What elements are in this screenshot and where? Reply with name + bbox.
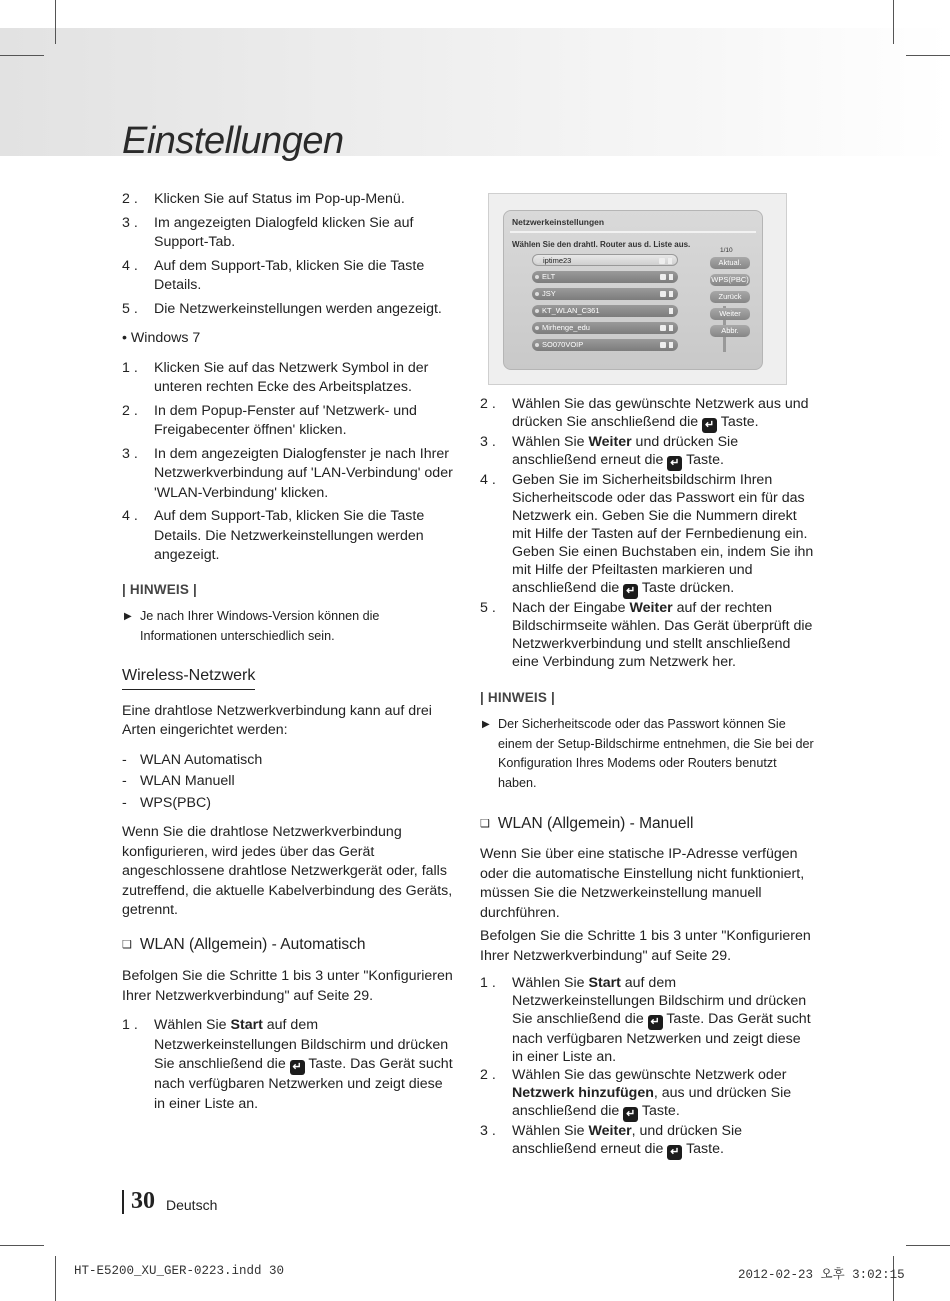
step-text: , und drücken Sie anschließend erneut die — [512, 1123, 743, 1157]
step-number: 2 . — [480, 1067, 496, 1083]
enter-key-icon: ↵ — [623, 1107, 638, 1122]
network-item[interactable] — [532, 305, 678, 317]
step-text: Die Netzwerkeinstellungen werden angezeigt. — [154, 300, 442, 317]
enter-key-icon: ↵ — [290, 1060, 305, 1075]
list-item — [122, 507, 457, 566]
subsection-title-text: WLAN (Allgemein) - Manuell — [497, 815, 694, 832]
step-text: Wählen Sie das gewünschte Netzwerk aus und drücken Sie anschließend die — [512, 396, 809, 430]
refresh-button[interactable]: Aktual. — [710, 257, 750, 269]
method-label: WLAN Manuell — [140, 773, 235, 789]
step-text: Nach der Eingabe — [512, 600, 630, 616]
radio-icon — [535, 292, 539, 296]
method-label: WLAN Automatisch — [140, 751, 263, 768]
page-indicator: 1/10 — [720, 247, 733, 254]
dash-marker: - — [122, 773, 127, 789]
slug-timestamp: 2012-02-23 오후 3:02:15 — [738, 1268, 905, 1282]
slug-filename: HT-E5200_XU_GER-0223.indd 30 — [74, 1264, 285, 1278]
keyword: Start — [230, 1017, 263, 1033]
signal-icon — [669, 274, 673, 280]
dash-marker: - — [122, 794, 127, 811]
list-item — [480, 433, 815, 471]
keyword: Weiter — [588, 434, 632, 450]
step-text: In dem Popup-Fenster auf 'Netzwerk- und Freigabecenter öffnen' klicken. — [154, 402, 417, 438]
page-title: Einstellungen — [122, 120, 344, 162]
step-text: auf der rechten Bildschirmseite wählen. Das Gerät überprüft die Netzwerkverbindung und stellt anschließend eine Verbindung zum Netzwerk her. — [512, 600, 813, 670]
step-text: Auf dem Support-Tab, klicken Sie die Taste Details. Die Netzwerkeinstellungen werden angezeigt. — [154, 508, 425, 563]
enter-key-icon: ↵ — [648, 1015, 663, 1030]
checkbox-icon: ❑ — [480, 818, 490, 830]
keyword: Start — [588, 975, 621, 991]
step-number: 2 . — [122, 402, 138, 419]
next-button[interactable]: Weiter — [710, 308, 750, 320]
network-settings-screenshot — [488, 193, 787, 385]
step-number: 4 . — [122, 257, 138, 274]
signal-icon — [668, 258, 672, 264]
network-item[interactable] — [532, 288, 678, 300]
crop-mark — [55, 1256, 56, 1301]
list-item — [122, 445, 457, 504]
left-column — [122, 190, 457, 1118]
step-text: In dem angezeigten Dialogfenster je nach Ihrer Netzwerkverbindung auf 'LAN-Verbindung' oder 'WLAN-Verbindung' klicken. — [154, 445, 453, 501]
step-text: Wählen Sie — [512, 434, 589, 450]
crop-mark — [0, 55, 44, 56]
note-text — [480, 715, 815, 793]
network-item[interactable] — [532, 254, 678, 266]
dialog-subtitle: Wählen Sie den drahtl. Router aus d. Liste aus. — [512, 240, 691, 249]
network-item[interactable] — [532, 271, 678, 283]
page-number: 30 — [131, 1188, 155, 1214]
manual-paragraph: Befolgen Sie die Schritte 1 bis 3 unter "Konfigurieren Ihrer Netzwerkverbindung" auf Seite 29. — [480, 928, 811, 964]
step-text: Taste drücken. — [638, 580, 735, 596]
dialog-title: Netzwerkeinstellungen — [512, 217, 605, 227]
list-item — [480, 599, 815, 671]
cancel-button[interactable]: Abbr. — [710, 325, 750, 337]
triangle-right-icon: ▶ — [482, 719, 490, 730]
divider — [510, 231, 756, 233]
list-item — [122, 359, 457, 398]
intro-paragraph: Eine drahtlose Netzwerkverbindung kann auf drei Arten eingerichtet werden: — [122, 702, 432, 738]
crop-mark — [0, 1245, 44, 1246]
step-text: Wählen Sie — [512, 975, 589, 991]
list-item — [480, 974, 815, 1066]
crop-mark — [55, 0, 56, 44]
enter-key-icon: ↵ — [667, 456, 682, 471]
footer-language: Deutsch — [166, 1197, 218, 1213]
step-number: 3 . — [480, 1123, 496, 1139]
keyword: Weiter — [588, 1123, 632, 1139]
list-item — [122, 1016, 457, 1114]
step-number: 4 . — [480, 472, 496, 488]
lock-icon — [660, 291, 666, 297]
subsection-title — [122, 935, 457, 956]
enter-key-icon: ↵ — [623, 584, 638, 599]
dash-marker: - — [122, 751, 127, 768]
network-name: KT_WLAN_C361 — [542, 306, 600, 315]
step-text: Taste. Das Gerät sucht nach verfügbaren Netzwerken und zeigt diese in einer Liste an. — [154, 1056, 453, 1112]
step-text: und drücken Sie anschließend erneut die — [512, 434, 739, 468]
list-item — [480, 395, 815, 433]
list-item — [122, 402, 457, 441]
enter-key-icon: ↵ — [667, 1145, 682, 1160]
method-label: WPS(PBC) — [140, 794, 211, 811]
radio-icon — [535, 309, 539, 313]
list-item — [122, 214, 457, 253]
radio-icon — [536, 259, 540, 263]
network-name: ELT — [542, 272, 556, 281]
network-name: JSY — [542, 289, 556, 298]
signal-icon — [669, 342, 673, 348]
step-number: 2 . — [480, 396, 496, 412]
step-text: Wählen Sie das gewünschte Netzwerk oder — [512, 1067, 787, 1083]
step-number: 4 . — [122, 508, 138, 524]
list-item — [480, 1122, 815, 1160]
crop-mark — [906, 1245, 950, 1246]
step-text: Taste. — [717, 414, 759, 430]
checkbox-icon: ❑ — [122, 938, 132, 951]
subsection-title-text: WLAN (Allgemein) - Automatisch — [139, 935, 366, 953]
step-number: 5 . — [122, 300, 138, 317]
step-text: Klicken Sie auf das Netzwerk Symbol in der unteren rechten Ecke des Arbeitsplatzes. — [154, 359, 429, 395]
step-number: 1 . — [122, 1017, 138, 1033]
keyword: Weiter — [629, 600, 673, 616]
network-name: iptime23 — [543, 256, 572, 265]
lock-icon — [660, 325, 666, 331]
network-item[interactable] — [532, 339, 678, 351]
step-number: 3 . — [122, 445, 138, 462]
crop-mark — [893, 0, 894, 44]
step-text: Wählen Sie — [154, 1017, 231, 1033]
footer-divider — [122, 1190, 124, 1214]
step-number: 3 . — [480, 434, 496, 450]
lock-icon — [659, 258, 665, 264]
step-number: 5 . — [480, 600, 496, 616]
windows7-bullet: • Windows 7 — [122, 330, 201, 346]
right-column — [480, 395, 815, 1160]
step-text: Geben Sie im Sicherheitsbildschirm Ihren Sicherheitscode oder das Passwort ein für das Netzwerk ein. Geben Sie die Nummern direkt mit Hilfe der Tasten auf der Fernbedienung ein. Geben Sie einen Buchstaben ein, indem Sie ihn mit Hilfe der Pfeiltasten markieren und anschließend die — [512, 472, 814, 596]
step-text: Wählen Sie — [512, 1123, 589, 1139]
radio-icon — [535, 275, 539, 279]
triangle-right-icon: ▶ — [124, 611, 132, 622]
subsection-title — [480, 815, 815, 833]
step-text: Taste. — [682, 452, 724, 468]
step-text: Auf dem Support-Tab, klicken Sie die Taste Details. — [154, 257, 425, 293]
manual-paragraph: Wenn Sie über eine statische IP-Adresse verfügen oder die automatische Einstellung nicht funktioniert, müssen Sie die Netzwerkeinstellung manuell durchführen. — [480, 846, 805, 921]
list-item — [480, 471, 815, 599]
note-body: Der Sicherheitscode oder das Passwort können Sie einem der Setup-Bildschirme entnehmen, die Sie bei der Konfiguration Ihres Modems oder Routers benutzt haben. — [498, 717, 814, 790]
wps-button[interactable]: WPS(PBC) — [711, 275, 749, 284]
step-text: auf dem Netzwerkeinstellungen Bildschirm und drücken Sie anschließend die — [154, 1017, 449, 1072]
list-item — [122, 751, 457, 771]
list-item — [122, 772, 457, 792]
network-item[interactable] — [532, 322, 678, 334]
list-item — [122, 300, 457, 320]
step-number: 1 . — [480, 975, 496, 991]
network-dialog — [503, 210, 763, 370]
radio-icon — [535, 343, 539, 347]
list-item — [480, 1066, 815, 1122]
step-number: 3 . — [122, 214, 138, 231]
step-text: auf dem Netzwerkeinstellungen Bildschirm und drücken Sie anschließend die — [512, 975, 807, 1027]
step-text: Im angezeigten Dialogfeld klicken Sie auf Support-Tab. — [154, 214, 414, 250]
keyword: Netzwerk hinzufügen — [512, 1085, 654, 1101]
note-heading: | HINWEIS | — [480, 690, 556, 705]
step-text: Taste. — [682, 1141, 724, 1157]
list-item — [122, 190, 457, 210]
step-number: 2 . — [122, 191, 138, 207]
list-item — [122, 794, 457, 814]
step-text: Klicken Sie auf Status im Pop-up-Menü. — [154, 191, 405, 207]
section-title: Wireless-Netzwerk — [122, 666, 255, 690]
enter-key-icon: ↵ — [702, 418, 717, 433]
lock-icon — [660, 342, 666, 348]
network-name: SO070VOIP — [542, 340, 584, 349]
network-name: Mirhenge_edu — [542, 323, 590, 332]
step-text: , aus und drücken Sie anschließend die — [512, 1085, 792, 1119]
crop-mark — [906, 55, 950, 56]
list-item — [122, 257, 457, 296]
note-heading: | HINWEIS | — [122, 581, 198, 597]
radio-icon — [535, 326, 539, 330]
note-text — [122, 607, 457, 646]
step-number: 1 . — [122, 359, 138, 376]
signal-icon — [669, 291, 673, 297]
note-body: Je nach Ihrer Windows-Version können die Informationen unterschiedlich sein. — [140, 609, 380, 643]
signal-icon — [669, 308, 673, 314]
signal-icon — [669, 325, 673, 331]
lock-icon — [660, 274, 666, 280]
back-button[interactable]: Zurück — [710, 291, 750, 303]
step-text: Taste. — [638, 1103, 680, 1119]
auto-paragraph: Befolgen Sie die Schritte 1 bis 3 unter "Konfigurieren Ihrer Netzwerkverbindung" auf Seite 29. — [122, 968, 453, 1004]
step-text: Taste. Das Gerät sucht nach verfügbaren Netzwerken und zeigt diese in einer Liste an. — [512, 1011, 811, 1065]
disconnect-paragraph: Wenn Sie die drahtlose Netzwerkverbindung konfigurieren, wird jedes über das Gerät angeschlossene drahtlose Netzwerkgerät oder, falls zutreffend, die aktuelle Kabelverbindung des Geräts, getrennt. — [122, 824, 453, 918]
